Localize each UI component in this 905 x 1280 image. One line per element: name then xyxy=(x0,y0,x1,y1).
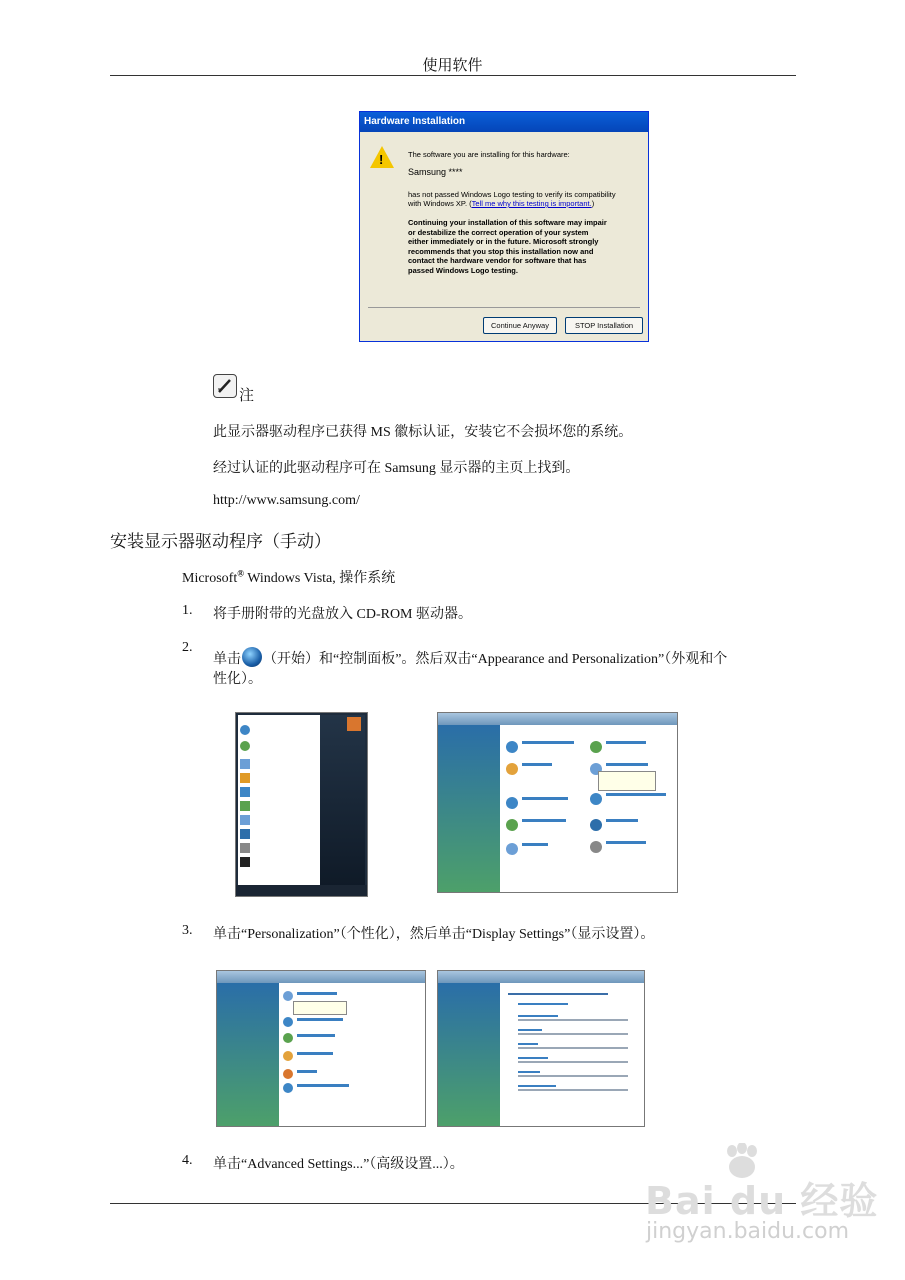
os-line: Microsoft® Windows Vista, 操作系统 xyxy=(182,568,396,586)
section-title: 安装显示器驱动程序（手动） xyxy=(110,532,331,551)
note-pencil-icon xyxy=(213,374,237,398)
hardware-installation-dialog: Hardware Installation ! The software you are installing for this hardware: Samsung **** has not passed Windows Logo testing to verify its compatibility with Windows XP. (Tell me why this testing is important.) Continuing your installation of this software may impair or destabilize the correct operation of your system either immediately or in the future. Microsoft strongly recommends that you stop this installation now and contact the hardware vendor for software that has passed Windows Logo testing. Continue Anyway STOP Installation xyxy=(359,111,649,342)
personalization-screenshot xyxy=(437,970,645,1127)
step-4-text: 单击“Advanced Settings...”（高级设置...）。 xyxy=(213,1157,464,1172)
step-2-text: 单击 （开始）和“控制面板”。然后双击“Appearance and Personalization”（外观和个 性化）。 xyxy=(213,647,798,688)
start-menu-screenshot xyxy=(235,712,368,897)
step-2-number: 2. xyxy=(182,640,193,655)
note-paragraph-2: 经过认证的此驱动程序可在 Samsung 显示器的主页上找到。 xyxy=(213,461,580,476)
note-paragraph-1: 此显示器驱动程序已获得 MS 徽标认证，安装它不会损坏您的系统。 xyxy=(213,425,633,440)
control-panel-screenshot xyxy=(437,712,678,893)
appearance-personalization-screenshot xyxy=(216,970,426,1127)
dialog-line2b: with Windows XP. ( xyxy=(408,199,472,208)
continue-anyway-button[interactable]: Continue Anyway xyxy=(483,317,557,334)
dialog-device: Samsung **** xyxy=(408,167,463,177)
step-3-number: 3. xyxy=(182,923,193,938)
step-1-text: 将手册附带的光盘放入 CD-ROM 驱动器。 xyxy=(213,607,473,622)
watermark-url: jingyan.baidu.com xyxy=(646,1219,850,1244)
dialog-title: Hardware Installation xyxy=(360,112,648,132)
stop-installation-button[interactable]: STOP Installation xyxy=(565,317,643,334)
windows-start-orb-icon xyxy=(242,647,262,667)
dialog-line2a: has not passed Windows Logo testing to verify its compatibility xyxy=(408,190,616,199)
header-rule xyxy=(110,75,796,76)
why-testing-link[interactable]: Tell me why this testing is important. xyxy=(471,199,592,208)
dialog-separator xyxy=(368,307,640,308)
dialog-line2: with Windows XP. (Tell me why this testing is important.) xyxy=(408,199,595,208)
step-4-number: 4. xyxy=(182,1153,193,1168)
note-label: 注 xyxy=(239,388,255,404)
watermark-brand: Bai du 经验 xyxy=(645,1179,879,1223)
dialog-warning: Continuing your installation of this software may impair or destabilize the correct operation of your system either immediately or in the future. Microsoft strongly recommends that you stop this installation now and contact the hardware vendor for software that has passed Windows Logo testing. xyxy=(408,218,607,275)
step-3-text: 单击“Personalization”（个性化），然后单击“Display Settings”（显示设置）。 xyxy=(213,927,655,942)
dialog-line1: The software you are installing for this hardware: xyxy=(408,150,570,159)
page-header: 使用软件 xyxy=(422,58,483,74)
step-1-number: 1. xyxy=(182,603,193,618)
samsung-url[interactable]: http://www.samsung.com/ xyxy=(213,493,360,508)
